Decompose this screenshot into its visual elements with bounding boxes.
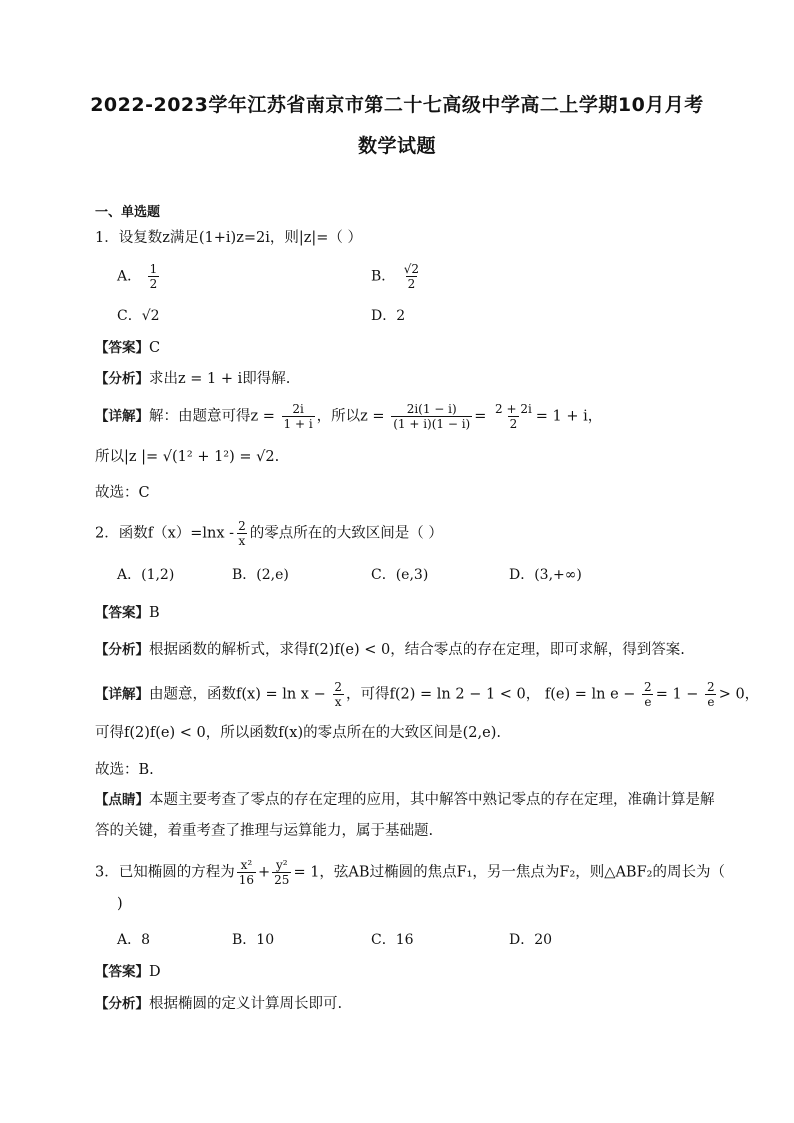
- q1-option-b-fraction: [402, 262, 421, 291]
- q1-option-a-fraction: [148, 262, 160, 291]
- q1-analysis-text: 求出z = 1 + i即得解.: [149, 371, 291, 387]
- analysis-tag: 【分析】: [95, 642, 149, 658]
- comment-tag: 【点睛】: [95, 792, 149, 808]
- q2-detail-text-d: > 0，: [718, 686, 760, 703]
- q2-detail-frac1-num: 2: [334, 680, 342, 694]
- q1-conclusion: 故选：C: [95, 485, 150, 501]
- q2-detail-fraction-3: [705, 680, 717, 709]
- q3-stem-text-a: 3．已知椭圆的方程为: [95, 864, 235, 881]
- q1-analysis: [95, 369, 290, 389]
- q2-answer: [95, 603, 160, 623]
- q2-answer-value: B: [149, 605, 160, 621]
- q1-detail-frac3-den: 2: [509, 417, 518, 431]
- q3-frac2-num: y²: [276, 858, 288, 872]
- q1-detail-fraction-3: [493, 402, 534, 431]
- section-heading: 一、单选题: [95, 205, 161, 220]
- q2-detail-line-2: 可得f(2)f(e) < 0，所以函数f(x)的零点所在的大致区间是(2,e).: [95, 725, 501, 741]
- q1-b-denominator: 2: [407, 277, 416, 291]
- q3-option-d: D．20: [509, 932, 553, 948]
- q2-detail-frac2-den: e: [644, 695, 652, 709]
- q2-detail-frac3-num: 2: [707, 680, 715, 694]
- q1-answer-value: C: [149, 340, 161, 356]
- q2-detail-text-a: 由题意，函数f(x) = ln x −: [149, 686, 326, 703]
- q2-analysis-text: 根据函数的解析式，求得f(2)f(e) < 0，结合零点的存在定理，即可求解，得到答案.: [149, 642, 685, 658]
- q3-answer: [95, 962, 161, 982]
- analysis-tag: 【分析】: [95, 996, 149, 1012]
- q3-option-a: A．8: [117, 932, 151, 948]
- q3-answer-value: D: [149, 964, 161, 980]
- document-title: 2022-2023学年江苏省南京市第二十七高级中学高二上学期10月月考: [90, 94, 704, 116]
- detail-tag: 【详解】: [95, 408, 149, 425]
- q2-comment-text-1: 本题主要考查了零点的存在定理的应用，其中解答中熟记零点的存在定理，准确计算是解: [149, 792, 715, 808]
- q1-option-d-label: D．: [371, 308, 397, 324]
- q1-a-denominator: 2: [149, 277, 158, 291]
- question-1-stem: 1．设复数z满足(1+i)z=2i，则|z|=（ ）: [95, 230, 363, 246]
- q3-stem-text-b: = 1，弦AB过椭圆的焦点F₁，另一焦点为F₂，则△ABF₂的周长为（: [293, 864, 725, 881]
- q1-option-a-label: A．: [117, 268, 142, 285]
- q3-stem-line-2: ): [117, 896, 123, 912]
- q2-detail: [95, 680, 759, 709]
- q3-option-c: C．16: [371, 932, 414, 948]
- q1-detail-frac2-den: (1 + i)(1 − i): [393, 417, 471, 431]
- question-3-stem: [95, 858, 725, 887]
- q2-detail-frac2-num: 2: [644, 680, 652, 694]
- q2-option-d: D．(3,+∞): [509, 567, 582, 583]
- q1-detail-text-b: ，所以z =: [316, 408, 385, 425]
- q2-conclusion: 故选：B.: [95, 762, 154, 778]
- q1-detail-frac3-num: 2 + 2i: [495, 402, 532, 416]
- q3-frac1-num: x²: [240, 858, 253, 872]
- q2-detail-fraction-1: [332, 680, 344, 709]
- q3-stem-fraction-2: [272, 858, 291, 887]
- q1-detail-frac2-num: 2i(1 − i): [406, 402, 457, 416]
- q1-detail-fraction-1: [282, 402, 315, 431]
- q2-stem-frac-num: 2: [238, 519, 246, 533]
- q2-stem-text-b: 的零点所在的大致区间是（ ）: [249, 525, 443, 542]
- q1-b-numerator: √2: [403, 262, 420, 276]
- q3-analysis: [95, 994, 342, 1014]
- q3-stem-fraction-1: [237, 858, 256, 887]
- q1-detail-frac1-num: 2i: [292, 402, 304, 416]
- analysis-tag: 【分析】: [95, 371, 149, 387]
- q2-detail-text-b: ，可得f(2) = ln 2 − 1 < 0， f(e) = ln e −: [346, 686, 636, 703]
- q1-detail: [95, 402, 602, 431]
- document-subtitle: 数学试题: [357, 135, 436, 157]
- q1-detail-line-2: 所以|z |= √(1² + 1²) = √2.: [95, 449, 280, 465]
- q2-comment: [95, 790, 715, 810]
- q1-option-d: [371, 305, 405, 325]
- q2-analysis: [95, 640, 685, 660]
- q1-option-c-value: √2: [141, 308, 160, 324]
- q1-detail-text-d: = 1 + i，: [535, 408, 603, 425]
- q2-option-c: C．(e,3): [371, 567, 429, 583]
- q1-option-b: [371, 262, 423, 291]
- q1-option-c-label: C．: [117, 308, 142, 324]
- q1-detail-fraction-2: [391, 402, 472, 431]
- answer-tag: 【答案】: [95, 340, 149, 356]
- q1-option-d-value: 2: [396, 308, 406, 324]
- q1-detail-text-c: =: [474, 408, 487, 425]
- detail-tag: 【详解】: [95, 686, 149, 703]
- q2-comment-line-2: 答的关键，着重考查了推理与运算能力，属于基础题.: [95, 823, 434, 839]
- q2-option-b: B．(2,e): [232, 567, 289, 583]
- answer-tag: 【答案】: [95, 605, 149, 621]
- q2-stem-fraction: [236, 519, 248, 548]
- q2-stem-frac-den: x: [238, 534, 246, 548]
- q1-option-b-label: B．: [371, 268, 396, 285]
- q3-analysis-text: 根据椭圆的定义计算周长即可.: [149, 996, 343, 1012]
- q1-a-numerator: 1: [149, 262, 158, 276]
- question-2-stem: [95, 519, 443, 548]
- q2-stem-text-a: 2．函数f（x）=lnx -: [95, 525, 235, 542]
- q3-plus: +: [258, 864, 271, 881]
- q3-frac1-den: 16: [238, 873, 255, 887]
- q3-option-b: B．10: [232, 932, 275, 948]
- q2-detail-frac1-den: x: [334, 695, 342, 709]
- q1-detail-frac1-den: 1 + i: [283, 417, 313, 431]
- q1-detail-text-a: 解：由题意可得z =: [149, 408, 275, 425]
- answer-tag: 【答案】: [95, 964, 149, 980]
- q3-frac2-den: 25: [274, 873, 290, 887]
- q1-answer: [95, 338, 160, 358]
- q2-detail-frac3-den: e: [707, 695, 715, 709]
- q1-option-a: [117, 262, 161, 291]
- q2-detail-fraction-2: [642, 680, 654, 709]
- q2-detail-text-c: = 1 −: [655, 686, 699, 703]
- q2-option-a: A．(1,2): [117, 567, 175, 583]
- q1-option-c: [117, 305, 160, 325]
